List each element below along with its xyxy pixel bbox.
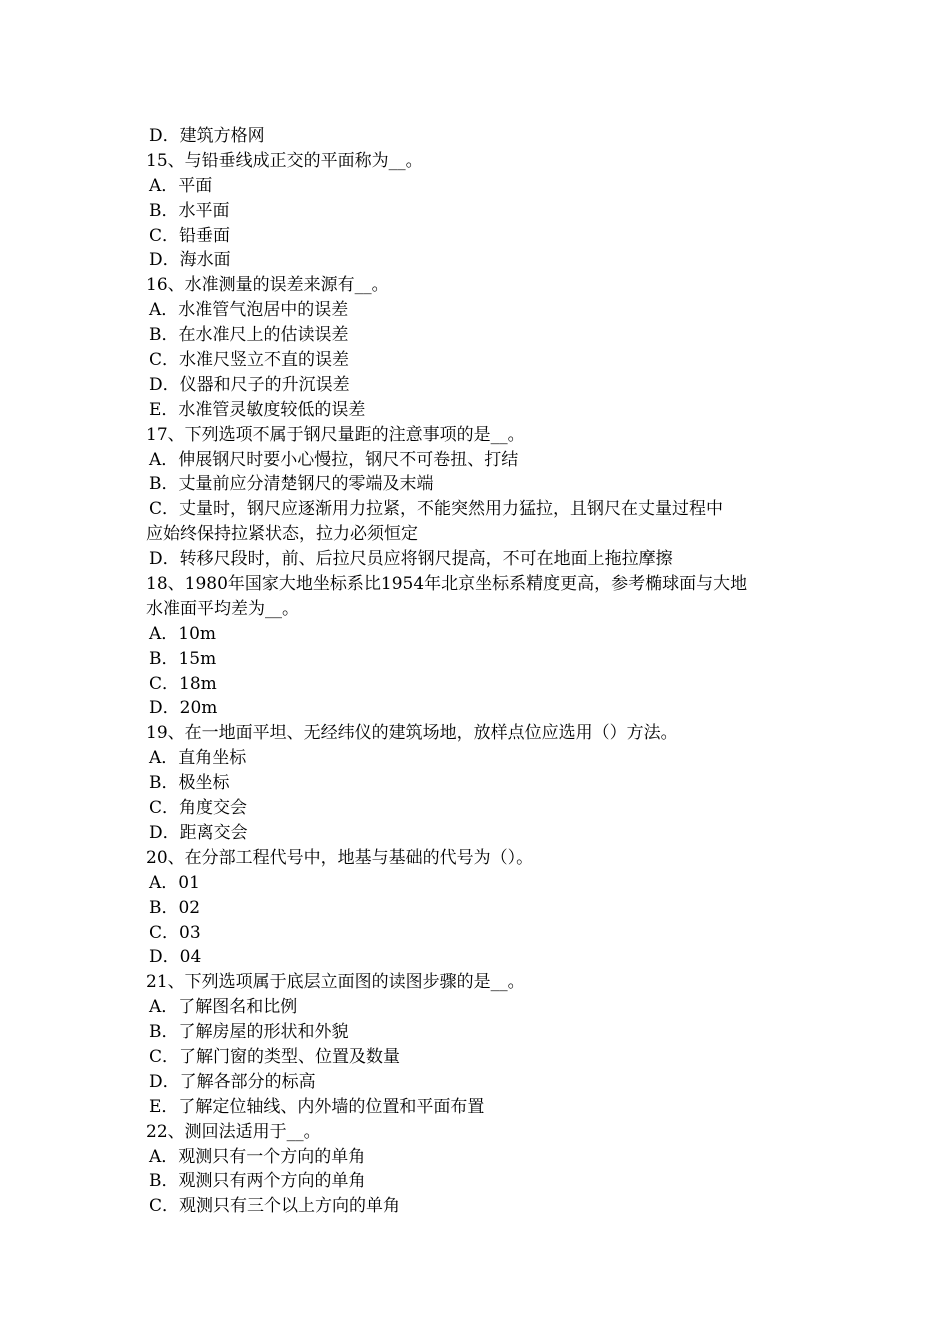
option-line: B．在水准尺上的估读误差	[149, 325, 349, 346]
option-line: B．02	[149, 897, 201, 918]
question-continuation-line: 水准面平均差为__。	[146, 598, 299, 619]
option-line: D．仪器和尺子的升沉误差	[149, 374, 350, 395]
option-line: D．20m	[149, 698, 218, 719]
option-line: E．了解定位轴线、内外墙的位置和平面布置	[149, 1096, 485, 1117]
option-line: C．水准尺竖立不直的误差	[149, 350, 350, 371]
option-line: D．04	[149, 947, 202, 968]
option-line: C．铅垂面	[149, 225, 231, 246]
option-line: A．伸展钢尺时要小心慢拉，钢尺不可卷扭、打结	[149, 449, 519, 470]
option-line: A．平面	[149, 175, 213, 196]
option-line: C．角度交会	[149, 798, 248, 819]
option-line: B．极坐标	[149, 773, 230, 794]
document-page	[146, 124, 826, 1219]
option-line: A．10m	[149, 623, 217, 644]
option-line: B．15m	[149, 648, 217, 669]
option-line: C．了解门窗的类型、位置及数量	[149, 1046, 401, 1067]
question-line: 22、测回法适用于__。	[146, 1121, 321, 1142]
option-line: C．18m	[149, 673, 217, 694]
question-line: 21、下列选项属于底层立面图的读图步骤的是__。	[146, 972, 525, 993]
question-line: 16、水准测量的误差来源有__。	[146, 275, 389, 296]
option-line: D．了解各部分的标高	[149, 1071, 316, 1092]
option-line: E．水准管灵敏度较低的误差	[149, 399, 366, 420]
option-line: D．海水面	[149, 250, 231, 271]
question-line: 18、1980年国家大地坐标系比1954年北京坐标系精度更高，参考椭球面与大地	[146, 574, 748, 595]
option-line: D．距离交会	[149, 822, 248, 843]
option-line: B．水平面	[149, 200, 230, 221]
option-line: A．01	[149, 872, 200, 893]
option-line: B．观测只有两个方向的单角	[149, 1171, 366, 1192]
option-line: B．了解房屋的形状和外貌	[149, 1022, 349, 1043]
question-line: 19、在一地面平坦、无经纬仪的建筑场地，放样点位应选用（）方法。	[146, 723, 678, 744]
option-line: C．03	[149, 922, 201, 943]
option-line: A．水准管气泡居中的误差	[149, 300, 349, 321]
question-line: 15、与铅垂线成正交的平面称为__。	[146, 150, 423, 171]
option-line: A．直角坐标	[149, 748, 247, 769]
option-line: A．了解图名和比例	[149, 997, 298, 1018]
option-line: A．观测只有一个方向的单角	[149, 1146, 366, 1167]
option-line: B．丈量前应分清楚钢尺的零端及末端	[149, 474, 434, 495]
option-line: D．建筑方格网	[149, 126, 265, 146]
option-line: C．丈量时，钢尺应逐渐用力拉紧，不能突然用力猛拉，且钢尺在丈量过程中	[149, 499, 724, 520]
question-line: 20、在分部工程代号中，地基与基础的代号为（）。	[146, 847, 534, 868]
question-line: 17、下列选项不属于钢尺量距的注意事项的是__。	[146, 424, 525, 445]
option-continuation-line: 应始终保持拉紧状态，拉力必须恒定	[146, 524, 418, 545]
option-line: C．观测只有三个以上方向的单角	[149, 1196, 401, 1217]
option-line: D．转移尺段时，前、后拉尺员应将钢尺提高，不可在地面上拖拉摩擦	[149, 549, 673, 570]
